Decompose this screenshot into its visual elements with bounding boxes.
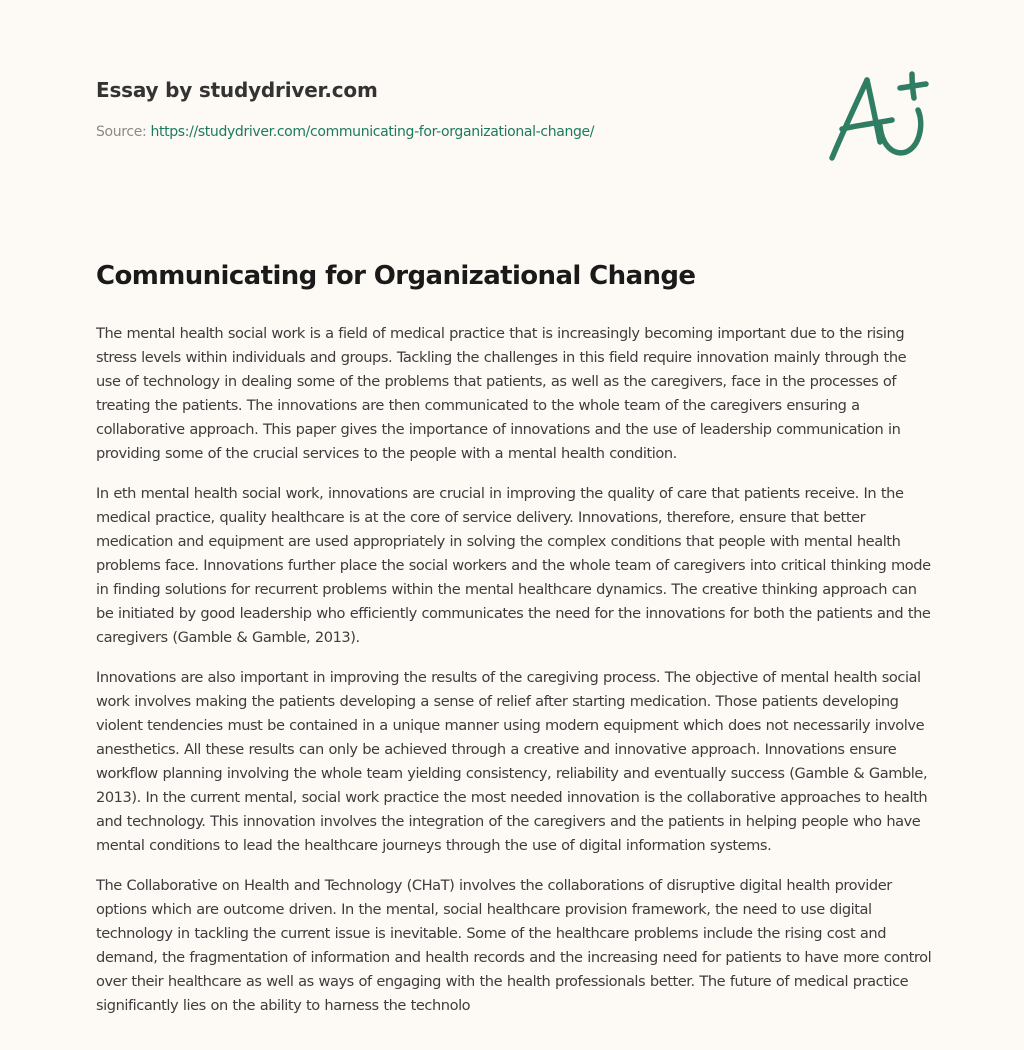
a-plus-grade-icon <box>820 66 930 166</box>
article <box>96 256 932 1034</box>
article-title: Communicating for Organizational Change <box>96 261 696 291</box>
article-paragraph: In eth mental health social work, innovations are crucial in improving the quality of care that patients receive. In the medical practice, quality healthcare is at the core of service delivery. Innovations, therefore, ensure that better medication and equipment are used appropriately in solving the complex conditions that people with mental health problems face. Innovations further place the social workers and the whole team of caregivers into critical thinking mode in finding solutions for recurrent problems within the mental healthcare dynamics. The creative thinking approach can be initiated by good leadership who efficiently communicates the need for the innovations for both the patients and the caregivers (Gamble & Gamble, 2013). <box>96 485 931 646</box>
source-label: Source: <box>96 124 147 140</box>
article-paragraph: Innovations are also important in improving the results of the caregiving process. The objective of mental health social work involves making the patients developing a sense of relief after starting medication. Those patients developing violent tendencies must be contained in a unique manner using modern equipment which does not necessarily involve anesthetics. All these results can only be achieved through a creative and innovative approach. Innovations ensure workflow planning involving the whole team yielding consistency, reliability and eventually success (Gamble & Gamble, 2013). In the current mental, social work practice the most needed innovation is the collaborative approaches to health and technology. This innovation involves the integration of the caregivers and the patients in helping people who have mental conditions to lead the healthcare journeys through the use of digital information systems. <box>96 669 928 854</box>
source-link[interactable]: https://studydriver.com/communicating-for-organizational-change/ <box>150 124 595 140</box>
source-line <box>96 122 796 142</box>
article-paragraph: The Collaborative on Health and Technology (CHaT) involves the collaborations of disruptive digital health provider options which are outcome driven. In the mental, social healthcare provision framework, the need to use digital technology in tackling the current issue is inevitable. Some of the healthcare problems include the rising cost and demand, the fragmentation of information and health records and the increasing need for patients to have more control over their healthcare as well as ways of engaging with the health professionals better. The future of medical practice significantly lies on the ability to harness the technolo <box>96 877 932 1014</box>
article-paragraph: The mental health social work is a field of medical practice that is increasingly becoming important due to the rising stress levels within individuals and groups. Tackling the challenges in this field require innovation mainly through the use of technology in dealing some of the problems that patients, as well as the caregivers, face in the processes of treating the patients. The innovations are then communicated to the whole team of the caregivers ensuring a collaborative approach. This paper gives the importance of innovations and the use of leadership communication in providing some of the crucial services to the people with a mental health condition. <box>96 325 907 462</box>
page-header <box>96 76 796 142</box>
site-title: Essay by studydriver.com <box>96 78 378 102</box>
